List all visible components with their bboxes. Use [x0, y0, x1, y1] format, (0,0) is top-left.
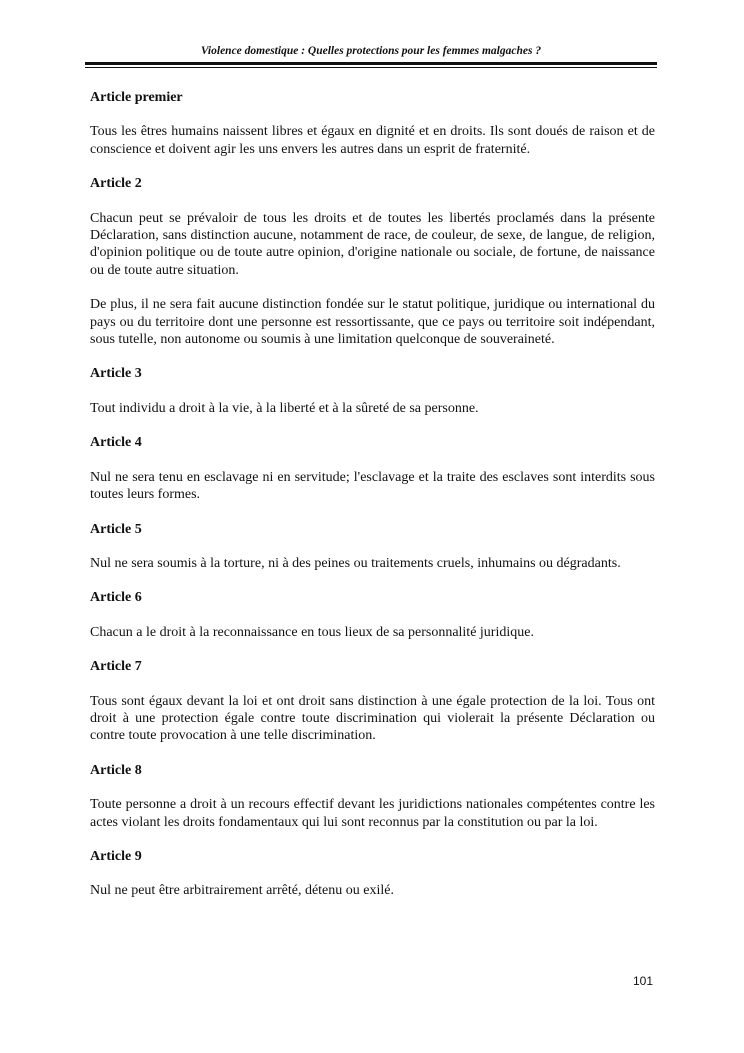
article-heading: Article 8: [90, 762, 142, 778]
running-header: Violence domestique : Quelles protections pour les femmes malgaches ?: [200, 45, 542, 57]
article-section: [90, 589, 655, 641]
article-paragraph: Toute personne a droit à un recours effectif devant les juridictions nationales compétentes contre les actes violant les droits fondamentaux qui lui sont reconnus par la constitution ou par la loi.: [90, 797, 655, 830]
article-section: [90, 175, 655, 348]
article-paragraph: Nul ne sera tenu en esclavage ni en servitude; l'esclavage et la traite des esclaves sont interdits sous toutes leurs formes.: [90, 469, 655, 503]
header-rule-thin: [85, 67, 657, 68]
article-paragraph: Tous sont égaux devant la loi et ont droit sans distinction à une égale protection de la loi. Tous ont droit à une protection égale contre toute discrimination qui violerait la présente Déclaration ou contre toute provocation à une telle discrimination.: [90, 693, 655, 744]
article-heading: Article 2: [90, 176, 142, 192]
article-heading: Article 6: [90, 590, 142, 606]
article-section: [90, 762, 655, 831]
article-paragraph: Nul ne sera soumis à la torture, ni à des peines ou traitements cruels, inhumains ou dégradants.: [90, 555, 621, 571]
article-paragraph: Tout individu a droit à la vie, à la liberté et à la sûreté de sa personne.: [90, 400, 479, 416]
article-heading: Article premier: [90, 90, 183, 105]
article-list: [90, 89, 655, 917]
article-paragraph: Chacun a le droit à la reconnaissance en tous lieux de sa personnalité juridique.: [90, 624, 534, 640]
article-section: [90, 89, 655, 158]
page-number: 101: [632, 974, 653, 988]
article-paragraph: Tous les êtres humains naissent libres et égaux en dignité et en droits. Ils sont doués de raison et de conscience et doivent agir les uns envers les autres dans un esprit de fraternité.: [90, 124, 655, 157]
article-heading: Article 4: [90, 435, 142, 451]
article-paragraph: Chacun peut se prévaloir de tous les droits et de toutes les libertés proclamés dans la présente Déclaration, sans distinction aucune, notamment de race, de couleur, de sexe, de langue, de religion, d'opinion politique ou de toute autre opinion, d'origine nationale ou sociale, de fortune, de naissance ou de toute autre situation.: [90, 210, 655, 278]
article-paragraph: De plus, il ne sera fait aucune distinction fondée sur le statut politique, juridique ou international du pays ou du territoire dont une personne est ressortissante, que ce pays ou territoire soit indépendant, sous tutelle, non autonome ou soumis à une limitation quelconque de souveraineté.: [90, 297, 655, 348]
article-section: [90, 848, 655, 900]
article-section: [90, 434, 655, 503]
header-rule-thick: [85, 62, 657, 65]
article-heading: Article 3: [90, 366, 142, 382]
article-section: [90, 365, 655, 417]
article-section: [90, 658, 655, 745]
article-paragraph: Nul ne peut être arbitrairement arrêté, détenu ou exilé.: [90, 883, 394, 899]
article-heading: Article 5: [90, 521, 142, 537]
article-heading: Article 7: [90, 659, 142, 675]
article-section: [90, 521, 655, 573]
article-heading: Article 9: [90, 848, 142, 864]
